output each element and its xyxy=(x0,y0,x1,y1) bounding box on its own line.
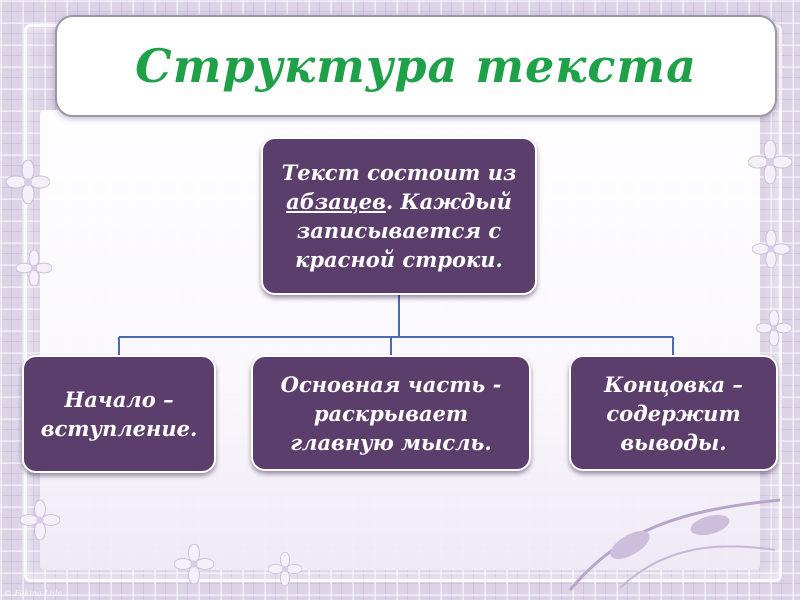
child-node-ending: Концовка – содержит выводы. xyxy=(569,355,778,471)
signature: © Fokina Lida xyxy=(4,589,63,598)
underlined-word: абзацев xyxy=(286,189,386,214)
page-title: Структура текста xyxy=(135,39,697,93)
root-node-text: Текст состоит из абзацев. Каждый записывается с красной строки. xyxy=(281,160,517,272)
child-node-main-part: Основная часть - раскрывает главную мысль. xyxy=(251,355,531,471)
root-node xyxy=(261,137,537,295)
child-node-beginning: Начало – вступление. xyxy=(22,355,216,473)
